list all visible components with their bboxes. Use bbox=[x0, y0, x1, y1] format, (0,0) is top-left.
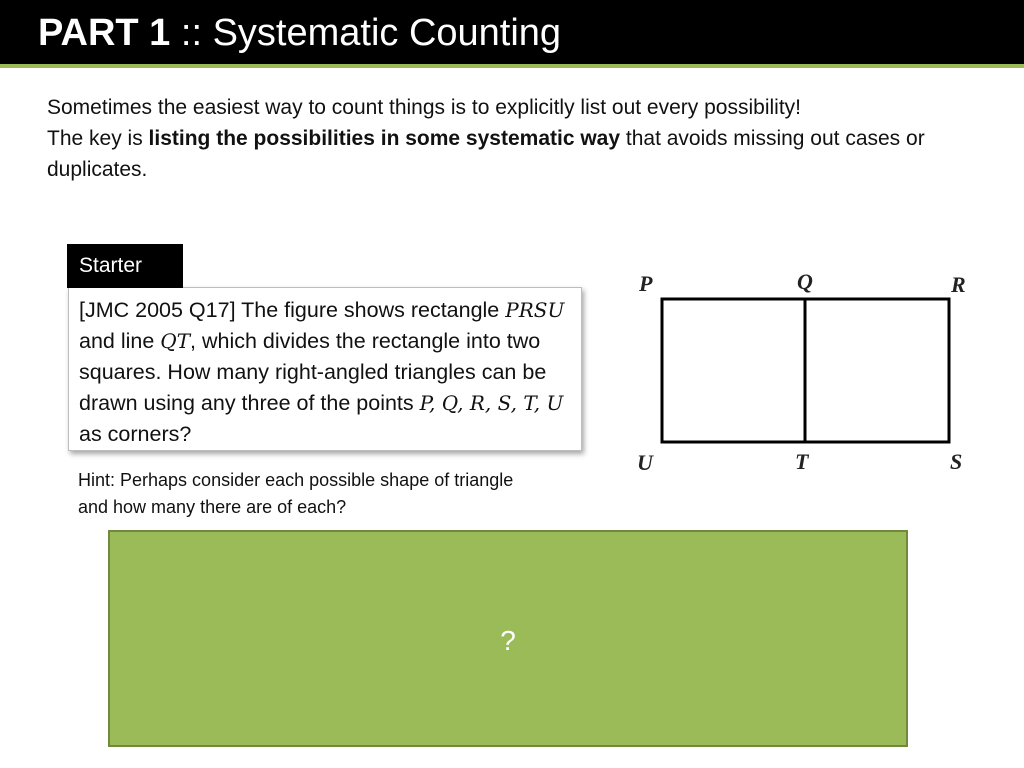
slide-header bbox=[0, 0, 1024, 68]
question-text-1: [JMC 2005 Q17] The figure shows rectangle bbox=[79, 298, 506, 322]
label-q: Q bbox=[797, 269, 813, 294]
label-r: R bbox=[951, 272, 966, 297]
title-text: Systematic Counting bbox=[212, 12, 562, 54]
intro-line-2-suffix: that avoids missing out cases or duplicates. bbox=[47, 127, 925, 181]
points-list: P, Q, R, S, T, U bbox=[419, 391, 564, 415]
intro-line-2 bbox=[47, 123, 977, 185]
intro-line-2-prefix: The key is bbox=[47, 127, 149, 150]
intro-text bbox=[47, 92, 977, 185]
question-text-4: as corners? bbox=[79, 422, 192, 446]
hint-text: Hint: Perhaps consider each possible shape of triangle and how many there are of each? bbox=[78, 470, 514, 517]
question-box bbox=[68, 287, 582, 451]
intro-line-1: Sometimes the easiest way to count things is to explicitly list out every possibility! bbox=[47, 96, 801, 119]
answer-placeholder: ? bbox=[500, 625, 516, 656]
label-p: P bbox=[639, 271, 653, 296]
starter-tab: Starter bbox=[67, 244, 183, 288]
rectangle-figure bbox=[620, 262, 980, 482]
question-text-3: , which divides the rectangle into two squares. How many right-angled triangles can be drawn using any three of the points bbox=[79, 329, 547, 415]
part-label: PART 1 bbox=[38, 12, 171, 54]
question-text-2: and line bbox=[79, 329, 161, 353]
label-u: U bbox=[637, 450, 653, 475]
intro-key-phrase: listing the possibilities in some systematic way bbox=[148, 127, 621, 150]
rectangle-name: PRSU bbox=[505, 298, 565, 322]
answer-reveal-box[interactable] bbox=[108, 530, 908, 747]
line-name: QT bbox=[160, 329, 191, 353]
label-s: S bbox=[950, 449, 963, 474]
title-separator: :: bbox=[170, 12, 213, 54]
label-t: T bbox=[795, 449, 809, 474]
slide-title bbox=[38, 10, 561, 56]
